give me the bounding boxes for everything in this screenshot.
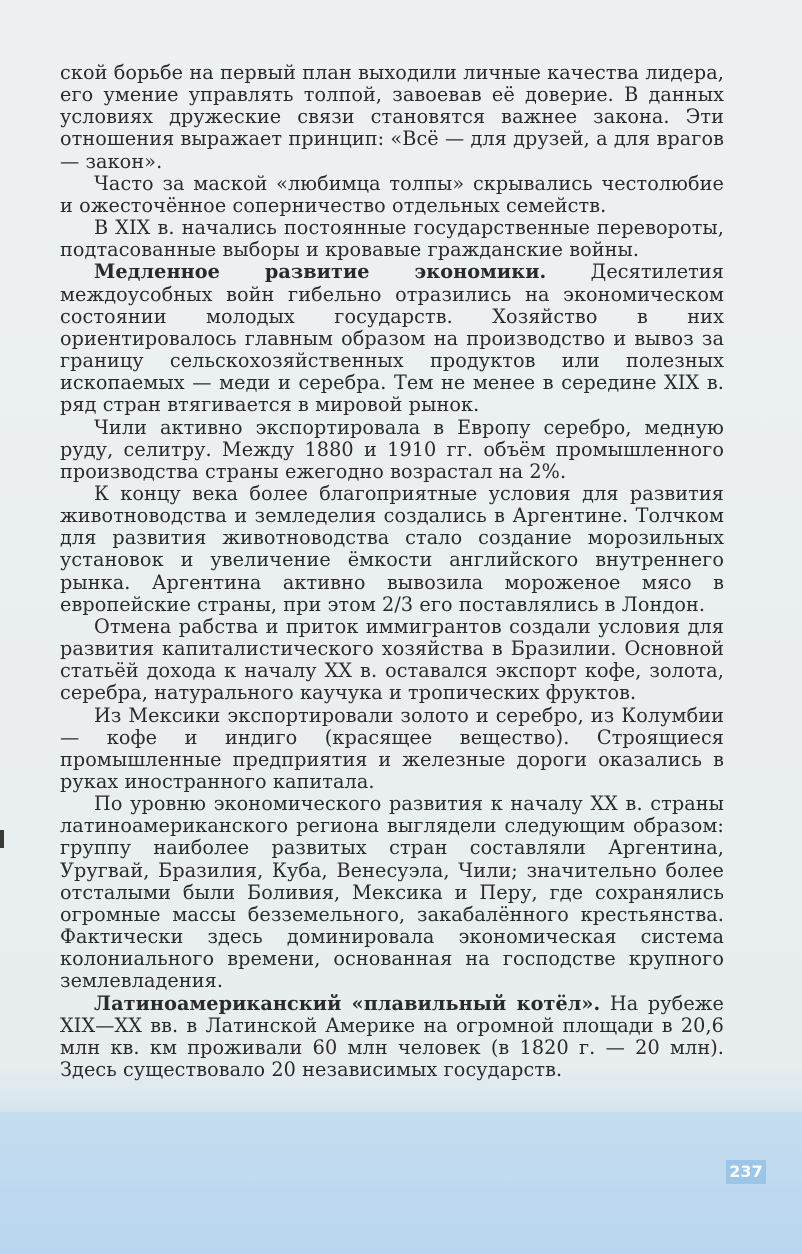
paragraph-text: Чили активно экспортировала в Европу серебро, медную руду, селитру. Между 1880 и 1910 гг. объём промышленного производства страны ежегодно возрастал на 2%. bbox=[60, 415, 724, 483]
paragraph bbox=[60, 483, 724, 616]
paragraph bbox=[60, 62, 724, 173]
margin-mark bbox=[0, 830, 4, 848]
body-text bbox=[60, 62, 724, 1081]
paragraph bbox=[60, 993, 724, 1082]
paragraph-text: В XIX в. начались постоянные государственные перевороты, подтасованные выборы и кровавые гражданские войны. bbox=[60, 216, 724, 262]
paragraph-heading: Медленное развитие экономики. bbox=[94, 260, 547, 284]
paragraph bbox=[60, 793, 724, 992]
paragraph-text: ской борьбе на первый план выходили личные качества лидера, его умение управлять толпой, завоевав её доверие. В данных условиях дружеские связи становятся важнее закона. Эти отношения выражает принцип: «Всё — для друзей, а для врагов — закон». bbox=[60, 61, 724, 173]
paragraph-text: Из Мексики экспортировали золото и серебро, из Колумбии — кофе и индиго (красящее вещество). Строящиеся промышленные предприятия и железные дороги оказались в руках иностранного капитала. bbox=[60, 703, 724, 793]
paragraph bbox=[60, 616, 724, 705]
paragraph bbox=[60, 417, 724, 483]
paragraph-text: На рубеже XIX—XX вв. в Латинской Америке на огромной площади в 20,6 млн кв. км проживали 60 млн человек (в 1820 г. — 20 млн). Здесь существовало 20 независимых государств. bbox=[60, 991, 724, 1082]
paragraph bbox=[60, 705, 724, 794]
paragraph-heading: Латиноамериканский «плавильный котёл». bbox=[94, 991, 601, 1015]
paragraph bbox=[60, 217, 724, 261]
paragraph-text: Десятилетия междоусобных войн гибельно отразились на экономическом состоянии молодых государств. Хозяйство в них ориентировалось главным образом на производство и вывоз за границу сельскохозяйственных продуктов или полезных ископаемых — меди и серебра. Тем не менее в середине XIX в. ряд стран втягивается в мировой рынок. bbox=[60, 260, 724, 417]
paragraph-text: Часто за маской «любимца толпы» скрывались честолюбие и ожесточённое соперничество отдельных семейств. bbox=[60, 171, 724, 217]
page-footer-band bbox=[0, 1112, 802, 1254]
paragraph bbox=[60, 173, 724, 217]
paragraph-text: К концу века более благоприятные условия для развития животноводства и земледелия создались в Аргентине. Толчком для развития животноводства стало создание морозильных установок и увеличение ёмкости английского внутреннего рынка. Аргентина активно вывозила мороженое мясо в европейские страны, при этом 2/3 его поставлялись в Лондон. bbox=[60, 481, 724, 616]
paragraph-text: Отмена рабства и приток иммигрантов создали условия для развития капиталистического хозяйства в Бразилии. Основной статьёй дохода к началу XX в. оставался экспорт кофе, золота, серебра, натурального каучука и тропических фруктов. bbox=[60, 614, 724, 705]
paragraph-text: По уровню экономического развития к началу XX в. страны латиноамериканского региона выглядели следующим образом: группу наиболее развитых стран составляли Аргентина, Уругвай, Бразилия, Куба, Венесуэла, Чили; значительно более отсталыми были Боливия, Мексика и Перу, где сохранялись огромные массы безземельного, закабалённого крестьянства. Фактически здесь доминировала экономическая система колониального времени, основанная на господстве крупного землевладения. bbox=[60, 792, 724, 993]
paragraph bbox=[60, 261, 724, 416]
page-number: 237 bbox=[726, 1160, 766, 1184]
